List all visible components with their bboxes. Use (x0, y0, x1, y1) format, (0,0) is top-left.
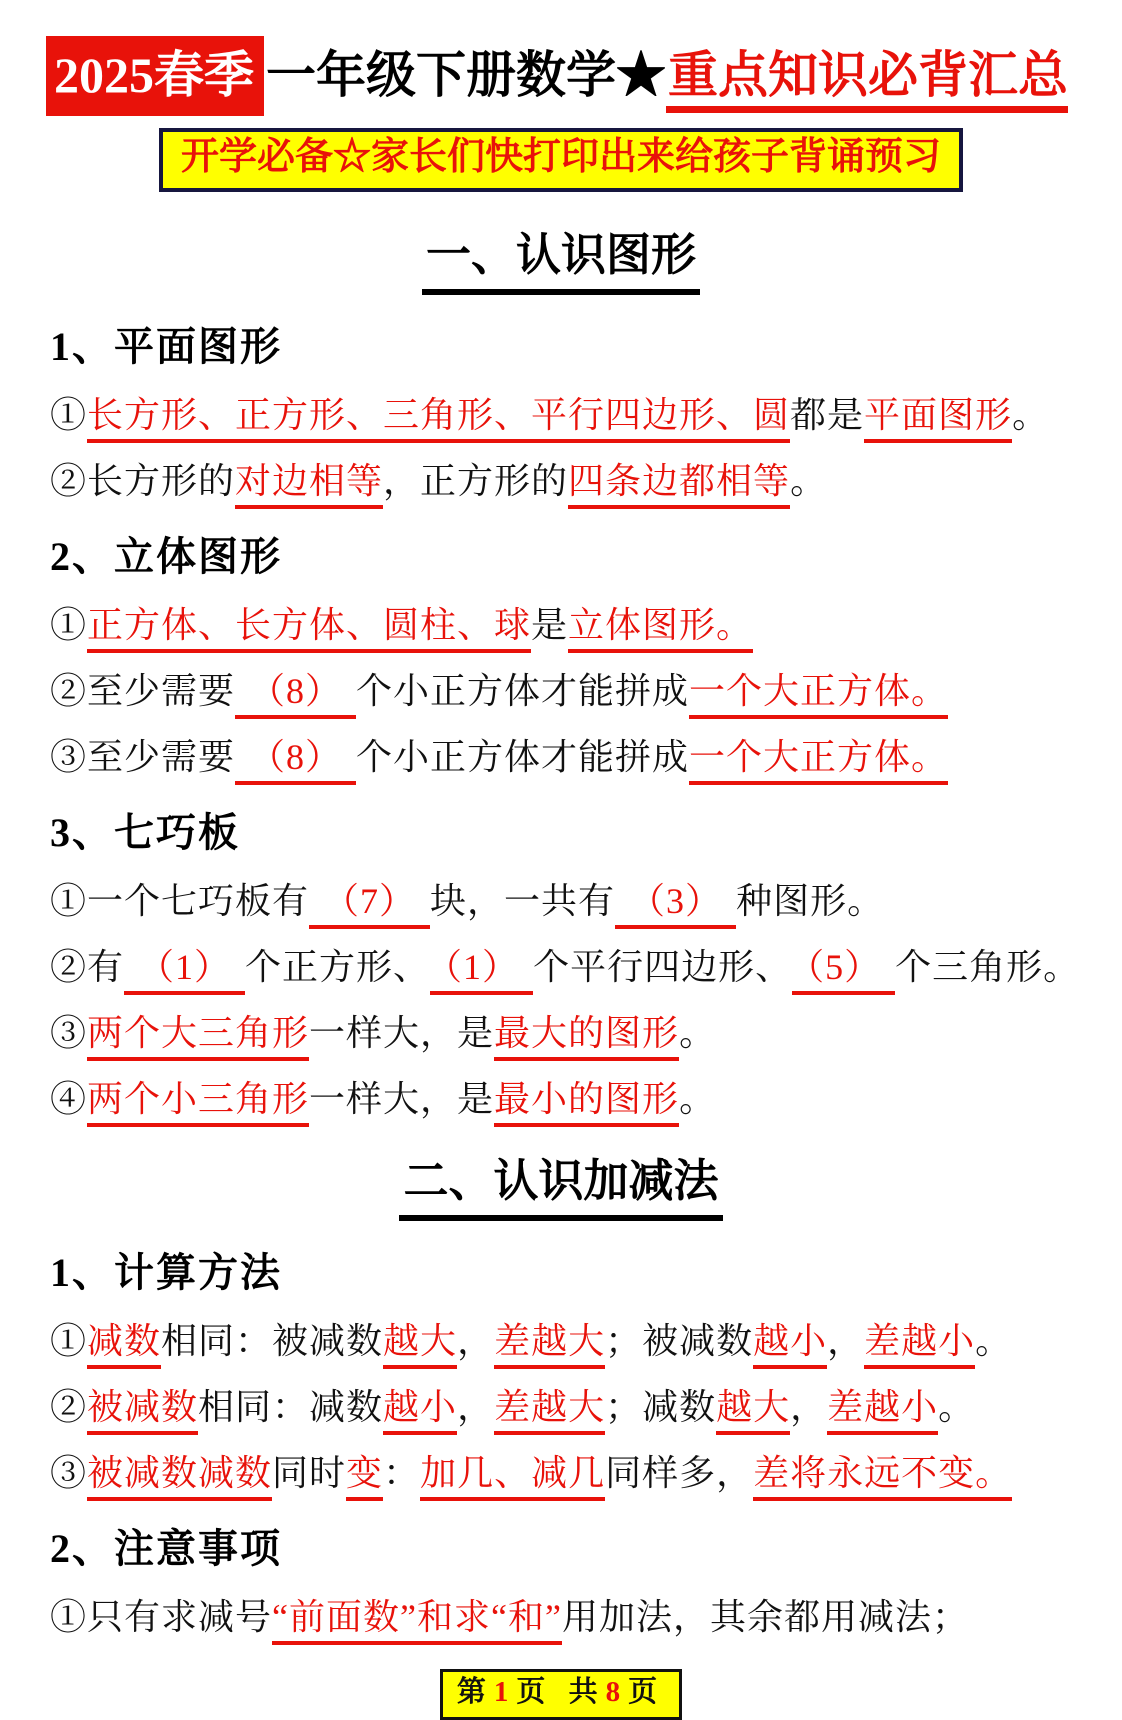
text-segment: 一个大正方体。 (689, 737, 948, 785)
text-segment: 越小 (383, 1387, 457, 1435)
text-segment: “前面数”和求“和” (272, 1597, 562, 1645)
text-segment: 立体图形。 (568, 605, 753, 653)
text-segment: ；减数 (605, 1386, 717, 1427)
title-accent-text: 重点知识必背汇总 (666, 36, 1068, 113)
text-segment: ， (457, 1386, 495, 1427)
text-line (50, 669, 1076, 714)
text-segment: ， (457, 1320, 495, 1361)
text-line (50, 1077, 1076, 1122)
text-segment: 被减数 (87, 1387, 198, 1435)
text-segment: 正方体、长方体、圆柱、球 (87, 605, 531, 653)
text-segment: 。 (975, 1320, 1013, 1361)
text-segment: 相同：减数 (198, 1386, 384, 1427)
text-line (50, 1451, 1076, 1496)
footer-row (46, 1669, 1076, 1720)
text-line (50, 459, 1076, 504)
text-segment: 差越小 (827, 1387, 938, 1435)
text-segment: 越小 (753, 1321, 827, 1369)
text-segment: ② (50, 1386, 88, 1427)
text-segment: 同样多， (605, 1452, 754, 1493)
footer-text: 页 共 (516, 1675, 606, 1708)
text-segment: 被减数减数 (87, 1453, 272, 1501)
text-segment: 个平行四边形、 (533, 946, 793, 987)
subsection-heading: 2、注意事项 (50, 1525, 282, 1571)
page-footer-box (440, 1669, 682, 1720)
text-segment: 长方形、正方形、三角形、平行四边形、圆 (87, 395, 790, 443)
section-heading (46, 218, 1076, 295)
text-segment: ；被减数 (605, 1320, 754, 1361)
text-line (50, 1595, 1076, 1640)
subtitle-row (46, 128, 1076, 192)
text-segment: 相同：被减数 (161, 1320, 384, 1361)
text-segment: 用加法，其余都用减法； (561, 1596, 969, 1637)
text-segment: 一个大正方体。 (689, 671, 948, 719)
text-segment: ： (383, 1452, 421, 1493)
text-segment: 平面图形 (864, 395, 1012, 443)
text-segment: 个正方形、 (245, 946, 431, 987)
subsection-heading: 3、七巧板 (50, 809, 240, 855)
text-segment: 减数 (87, 1321, 161, 1369)
text-segment: 。 (679, 1078, 717, 1119)
text-segment: 。 (790, 460, 828, 501)
text-segment: 最大的图形 (494, 1013, 679, 1061)
answer-blank: （8） (235, 671, 356, 719)
text-segment: 两个大三角形 (87, 1013, 309, 1061)
answer-blank: （5） (792, 947, 895, 995)
text-segment: 差将永远不变。 (753, 1453, 1012, 1501)
page-number: 8 (605, 1675, 629, 1708)
footer-text: 页 (628, 1675, 666, 1708)
footer-text: 第 (456, 1675, 494, 1708)
section-heading (46, 1144, 1076, 1221)
text-segment: ① (50, 1320, 88, 1361)
section-heading-text: 一、认识图形 (422, 218, 700, 295)
text-segment: 。 (938, 1386, 976, 1427)
section-heading-text: 二、认识加减法 (399, 1144, 722, 1221)
answer-blank: （7） (309, 881, 430, 929)
text-segment: 一样大，是 (309, 1012, 495, 1053)
text-line (50, 1319, 1076, 1364)
text-segment: ①一个七巧板有 (50, 880, 310, 921)
text-segment: ④ (50, 1078, 88, 1119)
document-title (46, 36, 1076, 116)
text-segment: 差越大 (494, 1321, 605, 1369)
text-segment: ① (50, 394, 88, 435)
text-segment: ③ (50, 1452, 88, 1493)
text-segment: 都是 (790, 394, 865, 435)
text-segment: 。 (679, 1012, 717, 1053)
text-segment: ①只有求减号 (50, 1596, 273, 1637)
text-segment: 块，一共有 (430, 880, 616, 921)
text-segment: ， (827, 1320, 865, 1361)
text-line (50, 393, 1076, 438)
text-line (50, 945, 1081, 990)
text-segment: ②有 (50, 946, 125, 987)
text-segment: ，正方形的 (383, 460, 569, 501)
text-line (50, 879, 1076, 924)
text-segment: 两个小三角形 (87, 1079, 309, 1127)
text-segment: ②长方形的 (50, 460, 236, 501)
text-segment: 个小正方体才能拼成 (356, 670, 690, 711)
text-segment: ③至少需要 (50, 736, 236, 777)
title-main-text: 一年级下册数学★ (266, 47, 666, 103)
text-segment: 加几、减几 (420, 1453, 605, 1501)
text-segment: 是 (531, 604, 569, 645)
text-segment: ③ (50, 1012, 88, 1053)
subsection-heading: 1、平面图形 (50, 323, 282, 369)
subtitle-highlight: 开学必备☆家长们快打印出来给孩子背诵预习 (159, 128, 963, 192)
answer-blank: （3） (615, 881, 736, 929)
text-segment: 种图形。 (736, 880, 885, 921)
text-segment: 同时 (272, 1452, 347, 1493)
text-segment: 个三角形。 (895, 946, 1081, 987)
text-segment: 最小的图形 (494, 1079, 679, 1127)
text-segment: 变 (346, 1453, 383, 1501)
text-line (50, 603, 1076, 648)
text-segment: 四条边都相等 (568, 461, 790, 509)
text-line (50, 735, 1076, 780)
text-segment: 一样大，是 (309, 1078, 495, 1119)
text-segment: 越大 (716, 1387, 790, 1435)
answer-blank: （1） (124, 947, 245, 995)
answer-blank: （1） (430, 947, 533, 995)
text-segment: 个小正方体才能拼成 (356, 736, 690, 777)
text-segment: ， (790, 1386, 828, 1427)
text-segment: ②至少需要 (50, 670, 236, 711)
text-segment: 。 (1012, 394, 1050, 435)
title-year-badge: 2025春季 (46, 36, 264, 116)
subsection-heading: 2、立体图形 (50, 533, 282, 579)
subsection-heading: 1、计算方法 (50, 1249, 282, 1295)
answer-blank: （8） (235, 737, 356, 785)
text-segment: 差越大 (494, 1387, 605, 1435)
text-segment: ① (50, 604, 88, 645)
text-segment: 差越小 (864, 1321, 975, 1369)
text-segment: 对边相等 (235, 461, 383, 509)
text-line (50, 1011, 1076, 1056)
document-body (46, 196, 1081, 1661)
text-line (50, 1385, 1076, 1430)
page-number: 1 (493, 1675, 517, 1708)
text-segment: 越大 (383, 1321, 457, 1369)
